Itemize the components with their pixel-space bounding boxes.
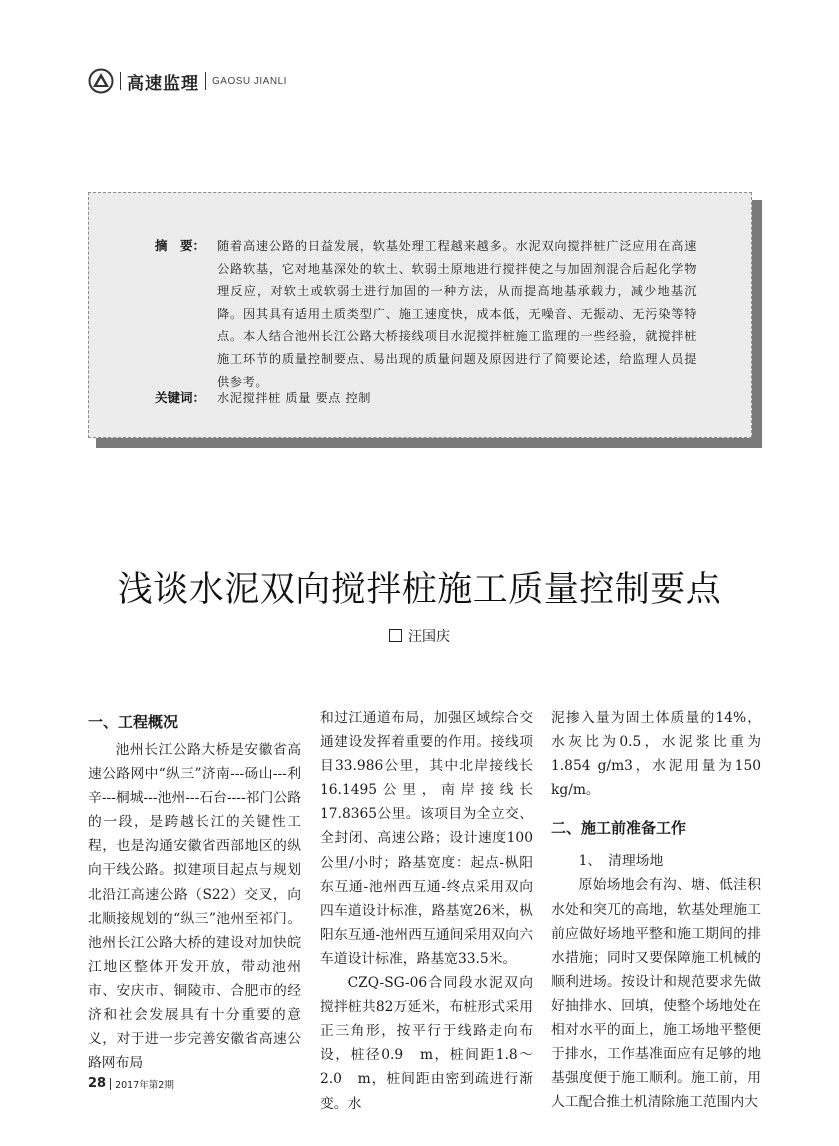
section-title: 高速监理 <box>127 73 199 94</box>
column-1 <box>88 706 301 1075</box>
subsection-heading: 1、 清理场地 <box>578 853 664 870</box>
header-divider <box>120 72 121 90</box>
body-paragraph: 和过江通道布局，加强区域综合交通建设发挥着重要的作用。接线项目33.986公里，其中北岸接线长16.1495公里，南岸接线长17.8365公里。该项目为全立交、全封闭、高速公路；设计速度100公里/小时；路基宽度：起点-枞阳东互通-池州西互通-终点采用双向四车道设计标准，路基宽26米，枞阳东互通-池州西互通间采用双向六车道设计标准，路基宽33.5米。 <box>320 710 533 967</box>
page-footer <box>88 1076 174 1091</box>
section-heading: 一、工程概况 <box>88 713 179 731</box>
page-number: 28 <box>88 1076 107 1091</box>
body-paragraph: CZQ-SG-06合同段水泥双向搅拌桩共82万延米，布桩形式采用正三角形，按平行于线路走向布设，桩径0.9 m，桩间距1.8～2.0 m，桩间距由密到疏进行渐变。水 <box>320 975 533 1112</box>
section-title-en: GAOSU JIANLI <box>212 75 287 87</box>
column-2 <box>320 706 533 1116</box>
abstract-box <box>88 192 752 438</box>
article-title: 浅谈水泥双向搅拌桩施工质量控制要点 <box>117 570 722 610</box>
column-3 <box>551 706 761 1114</box>
footer-divider <box>110 1078 111 1090</box>
abstract-text: 随着高速公路的日益发展，软基处理工程越来越多。水泥双向搅拌桩广泛应用在高速公路软基，它对地基深处的软土、软弱土原地进行搅拌使之与加固剂混合后起化学物理反应，对软土或软弱土进行加固的一种方法，从而提高地基承载力，减少地基沉降。因其具有适用土质类型广、施工速度快，成本低，无噪音、无振动、无污染等特点。本人结合池州长江公路大桥接线项目水泥搅拌桩施工监理的一些经验，就搅拌桩施工环节的质量控制要点、易出现的质量问题及原因进行了简要论述，给监理人员提供参考。 <box>217 239 697 389</box>
body-paragraph: 原始场地会有沟、塘、低洼积水处和突兀的高地，软基处理施工前应做好场地平整和施工期间的排水措施；同时又要保障施工机械的顺利进场。按设计和规范要求先做好抽排水、回填，使整个场地处在相对水平的面上，施工场地平整便于排水，工作基准面应有足够的地基强度便于施工顺利。施工前，用人工配合推土机清除施工范围内大 <box>551 877 761 1111</box>
keywords-text: 水泥搅拌桩 质量 要点 控制 <box>217 391 372 405</box>
abstract-label: 摘 要： <box>155 238 206 253</box>
author-box-icon <box>389 629 402 642</box>
keywords-label: 关键词： <box>155 390 206 405</box>
header-divider <box>205 72 206 90</box>
body-paragraph: 池州长江公路大桥是安徽省高速公路网中“纵三”济南---砀山---利辛---桐城---池州---石台----祁门公路的一段，是跨越长江的关键性工程，也是沟通安徽省西部地区的纵向干线公路。拟建项目起点与规划北沿江高速公路（S22）交叉，向北顺接规划的“纵三”池州至祁门。池州长江公路大桥的建设对加快皖江地区整体开发开放，带动池州市、安庆市、铜陵市、合肥市的经济和社会发展具有十分重要的意义，对于进一步完善安徽省高速公路网布局 <box>88 742 301 1072</box>
author-name: 汪国庆 <box>408 629 450 645</box>
article-author <box>0 626 839 646</box>
journal-header <box>88 66 287 96</box>
issue-label: 2017年第2期 <box>115 1079 174 1091</box>
section-heading: 二、施工前准备工作 <box>551 819 687 838</box>
body-paragraph: 泥掺入量为固土体质量的14%，水灰比为0.5，水泥浆比重为1.854 g/m3，水泥用量为150 kg/m。 <box>551 710 761 799</box>
journal-logo-icon <box>88 68 114 94</box>
